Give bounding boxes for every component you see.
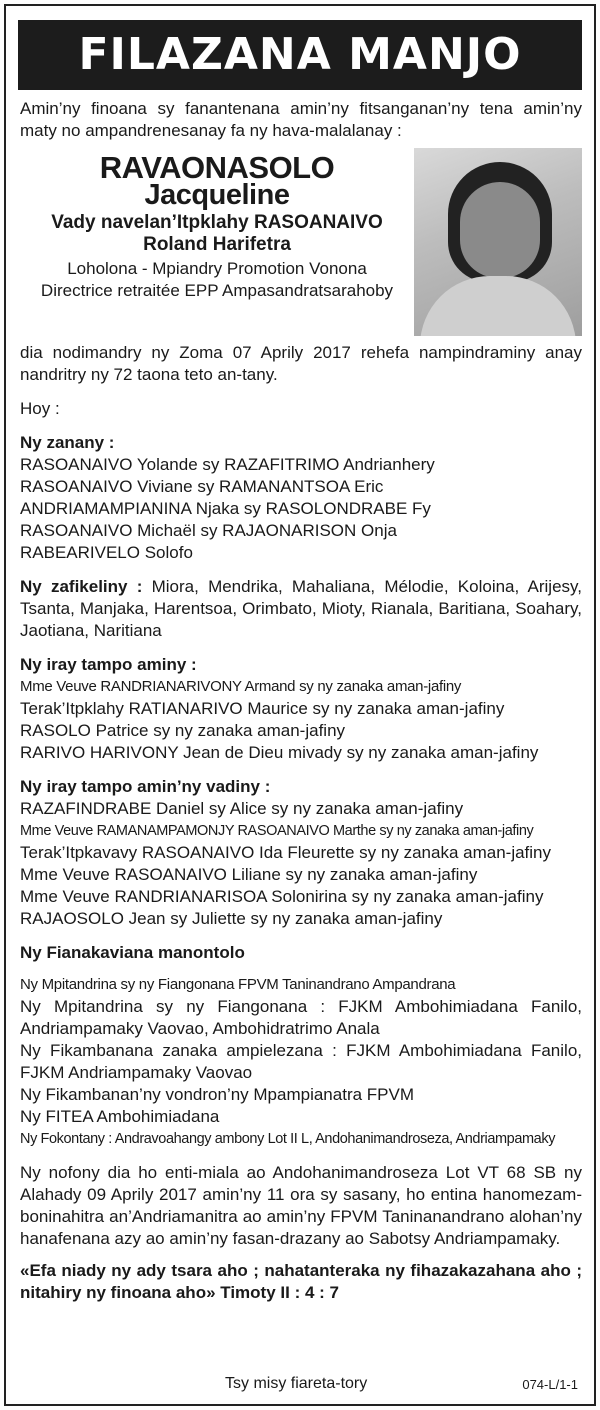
list-item: RASOLO Patrice sy ny zanaka aman-jafiny xyxy=(20,721,346,740)
reference-code: 074-L/1-1 xyxy=(522,1377,578,1392)
portrait-photo xyxy=(414,148,582,336)
footer-note: Tsy misy fiareta-tory xyxy=(225,1375,368,1392)
siblings-section xyxy=(20,654,582,764)
list-item: Mme Veuve RANDRIANARIVONY Armand sy ny zanaka aman-jafiny xyxy=(20,678,462,695)
list-item: RABEARIVELO Solofo xyxy=(20,543,193,562)
deceased-block xyxy=(20,146,582,336)
list-item: Ny Mpitandrina sy ny Fiangonana FPVM Taninandrano Ampandrana xyxy=(20,976,456,993)
role-line-2: Directrice retraitée EPP Ampasandratsarahoby xyxy=(40,281,394,300)
families-title: Ny Fianakaviana manontolo xyxy=(20,943,245,962)
funeral-details: Ny nofony dia ho enti-miala ao Andohanimandroseza Lot VT 68 SB ny Alahady 09 Aprily 2017 amin’ny 11 ora sy sasany, ho entina hanomezam-boninahitra an’Andriamanitra ao amin’ny FPVM Taninanandrano alohan’ny hanafenana azy ao amin’ny fasan-drazany ao Sabotsy Andriampamaky. xyxy=(20,1163,582,1248)
list-item: Terak’Itpklahy RATIANARIVO Maurice sy ny zanaka aman-jafiny xyxy=(20,699,505,718)
list-item: Mme Veuve RANDRIANARISOA Solonirina sy ny zanaka aman-jafiny xyxy=(20,887,544,906)
children-section xyxy=(20,432,582,564)
bible-quote: «Efa niady ny ady tsara aho ; nahatanteraka ny fihazakazahana aho ; nitahiry ny finoana aho» Timoty II : 4 : 7 xyxy=(20,1261,582,1302)
deceased-surname: RAVAONASOLO xyxy=(99,150,335,185)
grandchildren-section xyxy=(20,576,582,642)
list-item: RAJAOSOLO Jean sy Juliette sy ny zanaka aman-jafiny xyxy=(20,909,443,928)
list-item: ANDRIAMAMPIANINA Njaka sy RASOLONDRABE Fy xyxy=(20,499,431,518)
deceased-names xyxy=(20,146,414,302)
grandchildren-names: Miora, Mendrika, Mahaliana, Mélodie, Koloina, Arijesy, Tsanta, Manjaka, Harentsoa, Orimbato, Mioty, Rianala, Baritiana, Soahary, Jaotiana, Naritiana xyxy=(20,577,582,640)
list-item: RAZAFINDRABE Daniel sy Alice sy ny zanaka aman-jafiny xyxy=(20,799,464,818)
children-title: Ny zanany : xyxy=(20,433,115,452)
list-item: Mme Veuve RASOANAIVO Liliane sy ny zanaka aman-jafiny xyxy=(20,865,478,884)
hoy-label: Hoy : xyxy=(20,399,60,418)
intro-text: Amin’ny finoana sy fanantenana amin’ny fitsanganan’ny tena amin’ny maty no ampandrenesanay fa ny hava-malalanay : xyxy=(20,99,582,140)
spouse-siblings-title: Ny iray tampo amin’ny vadiny : xyxy=(20,777,271,796)
notice-body xyxy=(20,98,582,1304)
families-section xyxy=(20,942,582,1150)
list-item: Ny Fikambanan’ny vondron’ny Mpampianatra FPVM xyxy=(20,1085,415,1104)
list-item: Ny Fikambanana zanaka ampielezana : FJKM Ambohimiadana Fanilo, FJKM Andriampamaky Vaovao xyxy=(20,1041,582,1082)
grandchildren-title: Ny zafikeliny : xyxy=(20,577,143,596)
list-item: Ny Mpitandrina sy ny Fiangonana : FJKM Ambohimiadana Fanilo, Andriampamaky Vaovao, Ambohidratrimo Anala xyxy=(20,997,582,1038)
death-notice: dia nodimandry ny Zoma 07 Aprily 2017 rehefa nampindraminy anay nandritry ny 72 taona teto an-tany. xyxy=(20,343,582,384)
list-item: Ny FITEA Ambohimiadana xyxy=(20,1107,220,1126)
list-item: Ny Fokontany : Andravoahangy ambony Lot II L, Andohanimandroseza, Andriampamaky xyxy=(20,1131,556,1147)
siblings-title: Ny iray tampo aminy : xyxy=(20,655,197,674)
spouse-line-2: Roland Harifetra xyxy=(143,234,291,255)
spouse-siblings-section xyxy=(20,776,582,930)
role-line-1: Loholona - Mpiandry Promotion Vonona xyxy=(67,259,367,278)
notice-title: FILAZANA MANJO xyxy=(18,20,582,90)
list-item: Terak’Itpkavavy RASOANAIVO Ida Fleurette sy ny zanaka aman-jafiny xyxy=(20,843,552,862)
deceased-firstname: Jacqueline xyxy=(144,179,290,211)
list-item: RASOANAIVO Viviane sy RAMANANTSOA Eric xyxy=(20,477,384,496)
list-item: RASOANAIVO Michaël sy RAJAONARISON Onja xyxy=(20,521,397,540)
list-item: Mme Veuve RAMANAMPAMONJY RASOANAIVO Marthe sy ny zanaka aman-jafiny xyxy=(20,823,534,839)
spouse-line-1: Vady navelan’Itpklahy RASOANAIVO xyxy=(51,212,383,233)
list-item: RASOANAIVO Yolande sy RAZAFITRIMO Andrianhery xyxy=(20,455,435,474)
list-item: RARIVO HARIVONY Jean de Dieu mivady sy ny zanaka aman-jafiny xyxy=(20,743,539,762)
